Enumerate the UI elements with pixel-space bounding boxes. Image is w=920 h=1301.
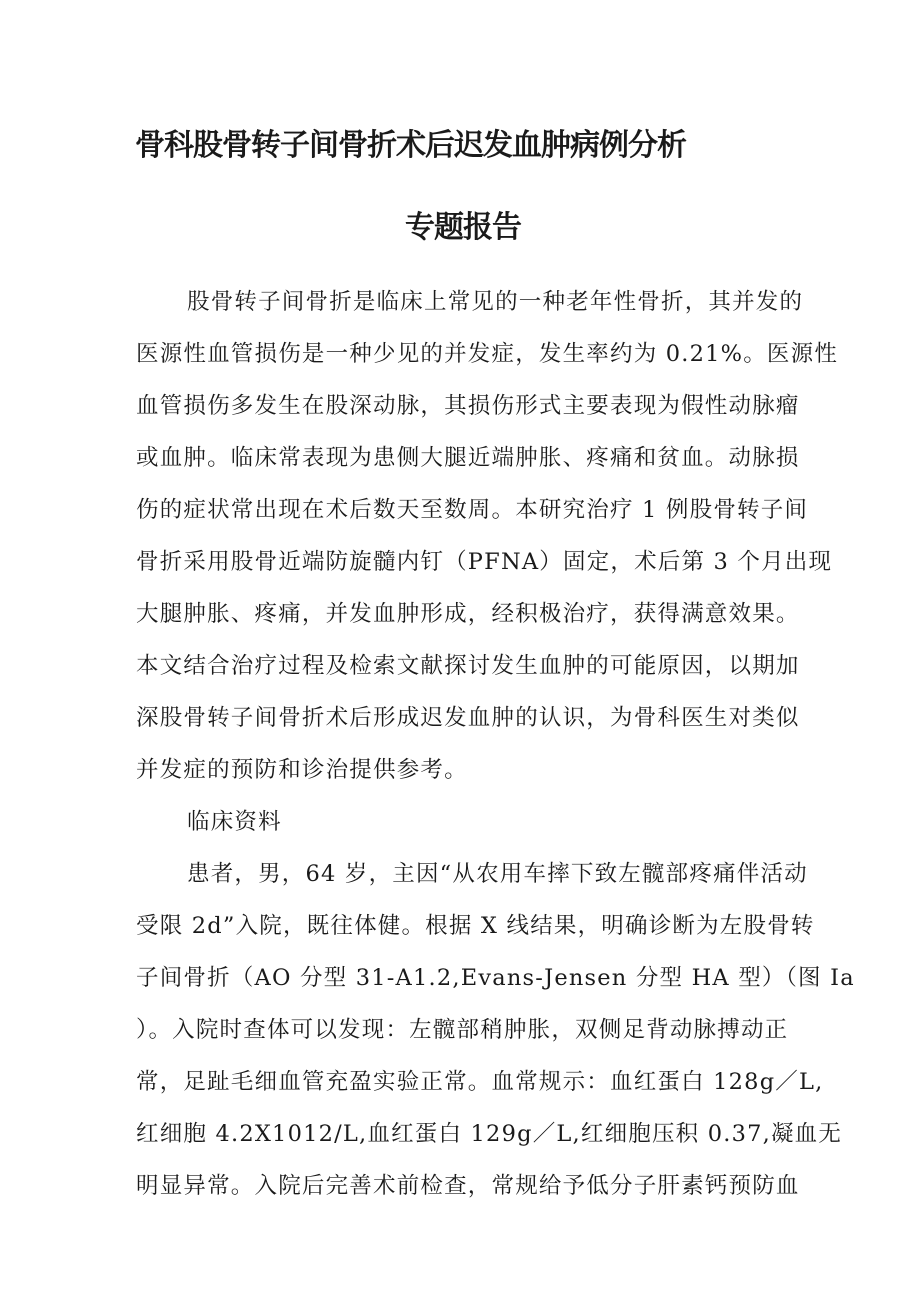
intro-paragraph-line: 医源性血管损伤是一种少见的并发症，发生率约为 0.21%。医源性 (136, 341, 839, 367)
section-heading: 临床资料 (187, 809, 282, 835)
intro-paragraph-line: 股骨转子间骨折是临床上常见的一种老年性骨折，其并发的 (187, 289, 804, 315)
case-paragraph-line: 受限 2d”入院，既往体健。根据 X 线结果，明确诊断为左股骨转 (136, 913, 815, 939)
document-title-line-2: 专题报告 (405, 210, 521, 245)
case-paragraph-line: 常，足趾毛细血管充盈实验正常。血常规示：血红蛋白 128g／L, (136, 1069, 824, 1095)
case-paragraph-line: 患者，男，64 岁，主因“从农用车摔下致左髋部疼痛伴活动 (187, 861, 808, 887)
case-paragraph-line: 子间骨折（AO 分型 31-A1.2,Evans-Jensen 分型 HA 型）（图 Ia (136, 965, 855, 991)
intro-paragraph-line: 伤的症状常出现在术后数天至数周。本研究治疗 1 例股骨转子间 (136, 497, 809, 523)
intro-paragraph-line: 大腿肿胀、疼痛，并发血肿形成，经积极治疗，获得满意效果。 (136, 601, 800, 627)
intro-paragraph-line: 血管损伤多发生在股深动脉，其损伤形式主要表现为假性动脉瘤 (136, 393, 800, 419)
case-paragraph-line: 明显异常。入院后完善术前检查，常规给予低分子肝素钙预防血 (136, 1173, 800, 1199)
document-title-line-1: 骨科股骨转子间骨折术后迟发血肿病例分析 (135, 128, 686, 163)
case-paragraph-line: 红细胞 4.2X1012/L,血红蛋白 129g／L,红细胞压积 0.37,凝血无 (136, 1121, 843, 1147)
intro-paragraph-line: 骨折采用股骨近端防旋髓内钉（PFNA）固定，术后第 3 个月出现 (136, 549, 833, 575)
intro-paragraph-line: 深股骨转子间骨折术后形成迟发血肿的认识，为骨科医生对类似 (136, 705, 800, 731)
intro-paragraph-line: 并发症的预防和诊治提供参考。 (136, 757, 468, 783)
intro-paragraph-line: 或血肿。临床常表现为患侧大腿近端肿胀、疼痛和贫血。动脉损 (136, 445, 800, 471)
case-paragraph-line: ）。入院时查体可以发现：左髋部稍肿胀，双侧足背动脉搏动正 (136, 1017, 789, 1043)
intro-paragraph-line: 本文结合治疗过程及检索文献探讨发生血肿的可能原因，以期加 (136, 653, 800, 679)
